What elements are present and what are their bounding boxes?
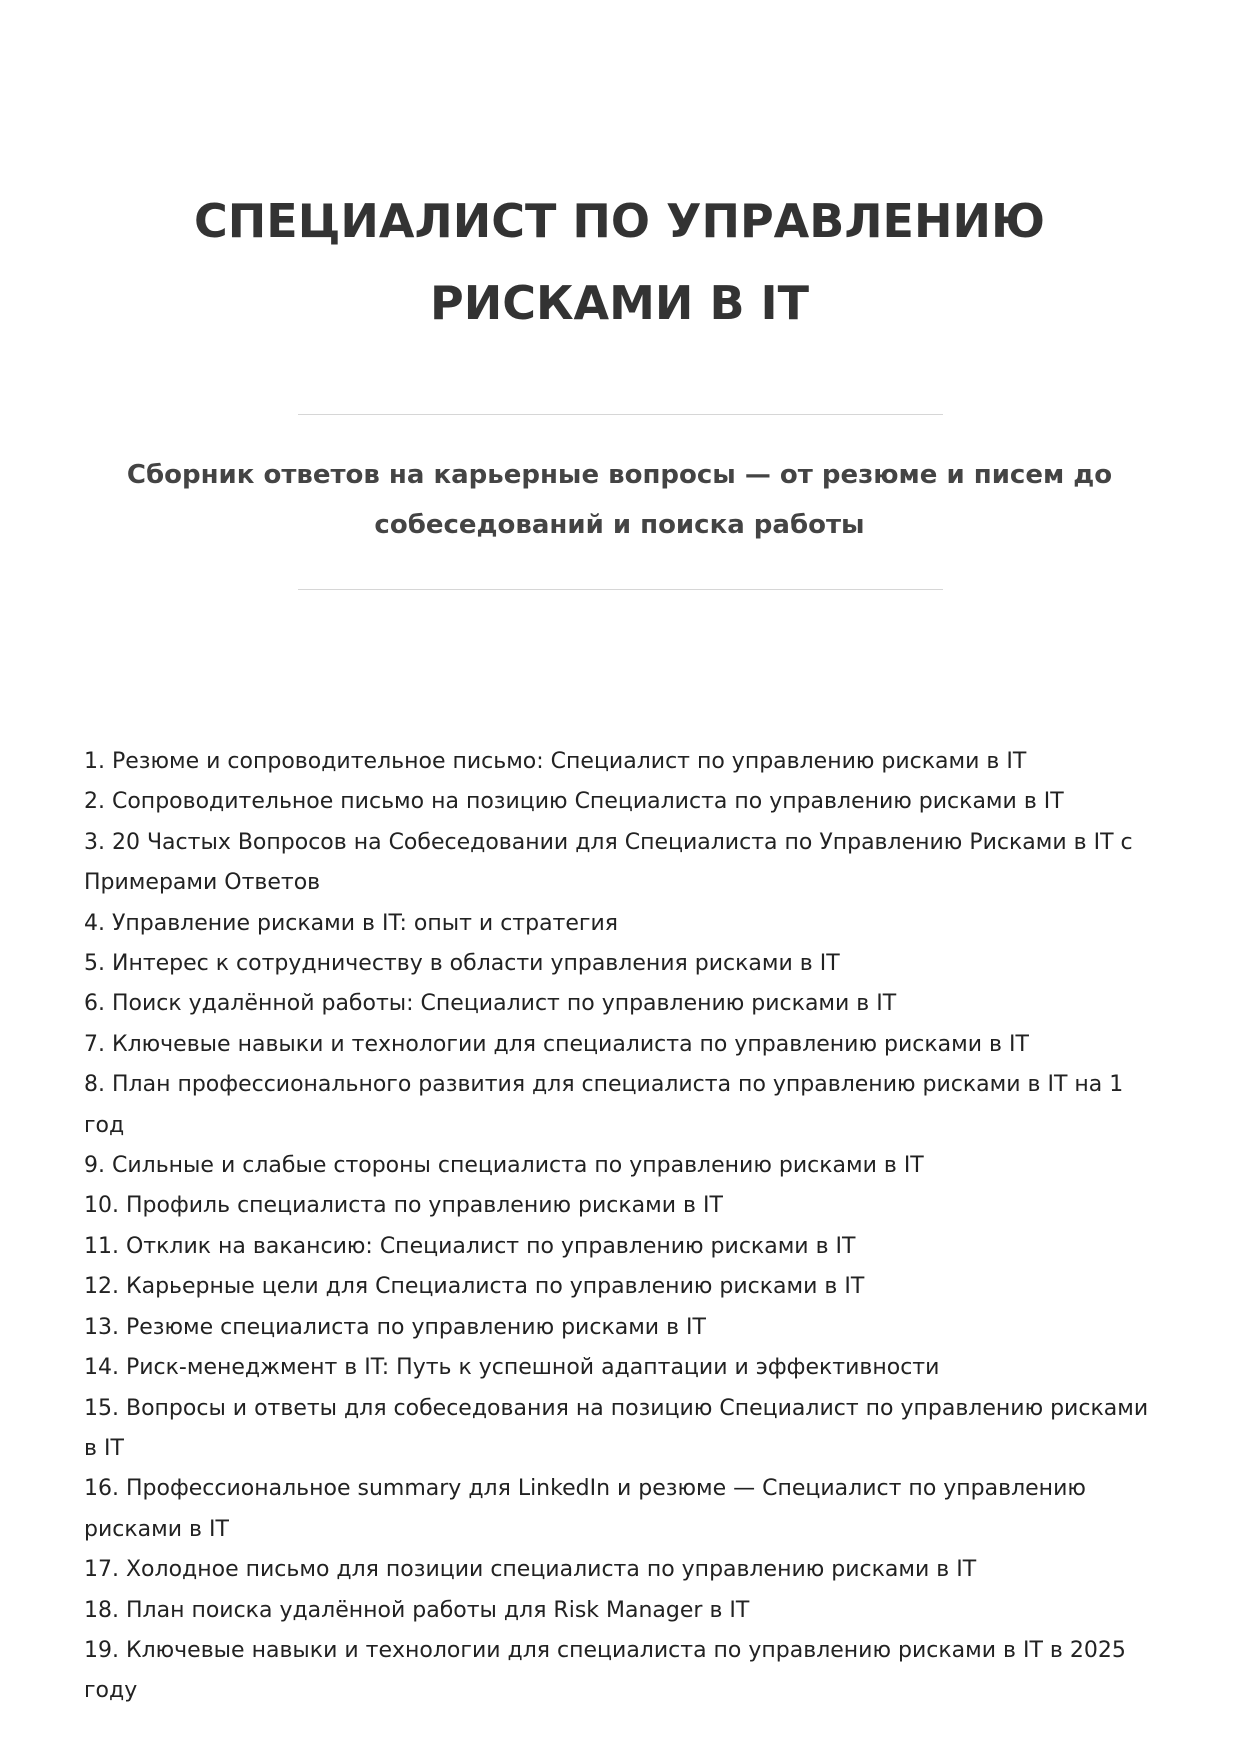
toc-item: 17. Холодное письмо для позиции специалиста по управлению рисками в IT [84,1557,977,1583]
toc-item: 7. Ключевые навыки и технологии для специалиста по управлению рисками в IT [84,1031,1029,1057]
toc-item: 15. Вопросы и ответы для собеседования на позицию Специалист по управлению рисками в IT [84,1395,1149,1461]
toc-item: 9. Сильные и слабые стороны специалиста по управлению рисками в IT [84,1153,924,1179]
toc-item: 4. Управление рисками в IT: опыт и стратегия [84,910,618,936]
toc-item: 18. План поиска удалённой работы для Risk Manager в IT [84,1597,750,1623]
divider-bottom [298,589,943,590]
page-subtitle: Сборник ответов на карьерные вопросы — от резюме и писем до собеседований и поиска работы [126,460,1113,540]
table-of-contents [84,742,1164,1712]
title-line-1: СПЕЦИАЛИСТ ПО УПРАВЛЕНИЮ [194,194,1045,248]
toc-item: 1. Резюме и сопроводительное письмо: Специалист по управлению рисками в IT [84,749,1027,774]
toc-item: 11. Отклик на вакансию: Специалист по управлению рисками в IT [84,1233,856,1259]
toc-item: 14. Риск-менеджмент в IT: Путь к успешной адаптации и эффективности [84,1355,940,1381]
toc-item: 19. Ключевые навыки и технологии для специалиста по управлению рисками в IT в 2025 году [84,1637,1126,1704]
title-line-2: РИСКАМИ В IT [429,276,810,330]
toc-item: 5. Интерес к сотрудничеству в области управления рисками в IT [84,951,840,977]
toc-item: 3. 20 Частых Вопросов на Собеседовании для Специалиста по Управлению Рисками в IT с Примерами Ответов [84,829,1133,896]
toc-item: 6. Поиск удалённой работы: Специалист по управлению рисками в IT [84,991,897,1017]
toc-item: 16. Профессиональное summary для LinkedIn и резюме — Специалист по управлению рисками в IT [84,1476,1086,1542]
toc-item: 12. Карьерные цели для Специалиста по управлению рисками в IT [84,1274,865,1300]
page-title [0,180,1239,344]
toc-item: 13. Резюме специалиста по управлению рисками в IT [84,1314,706,1340]
toc-item: 2. Сопроводительное письмо на позицию Специалиста по управлению рисками в IT [84,789,1064,815]
toc-item: 8. План профессионального развития для специалиста по управлению рисками в IT на 1 год [84,1072,1124,1138]
toc-item: 10. Профиль специалиста по управлению рисками в IT [84,1193,723,1219]
divider-top [298,414,943,415]
